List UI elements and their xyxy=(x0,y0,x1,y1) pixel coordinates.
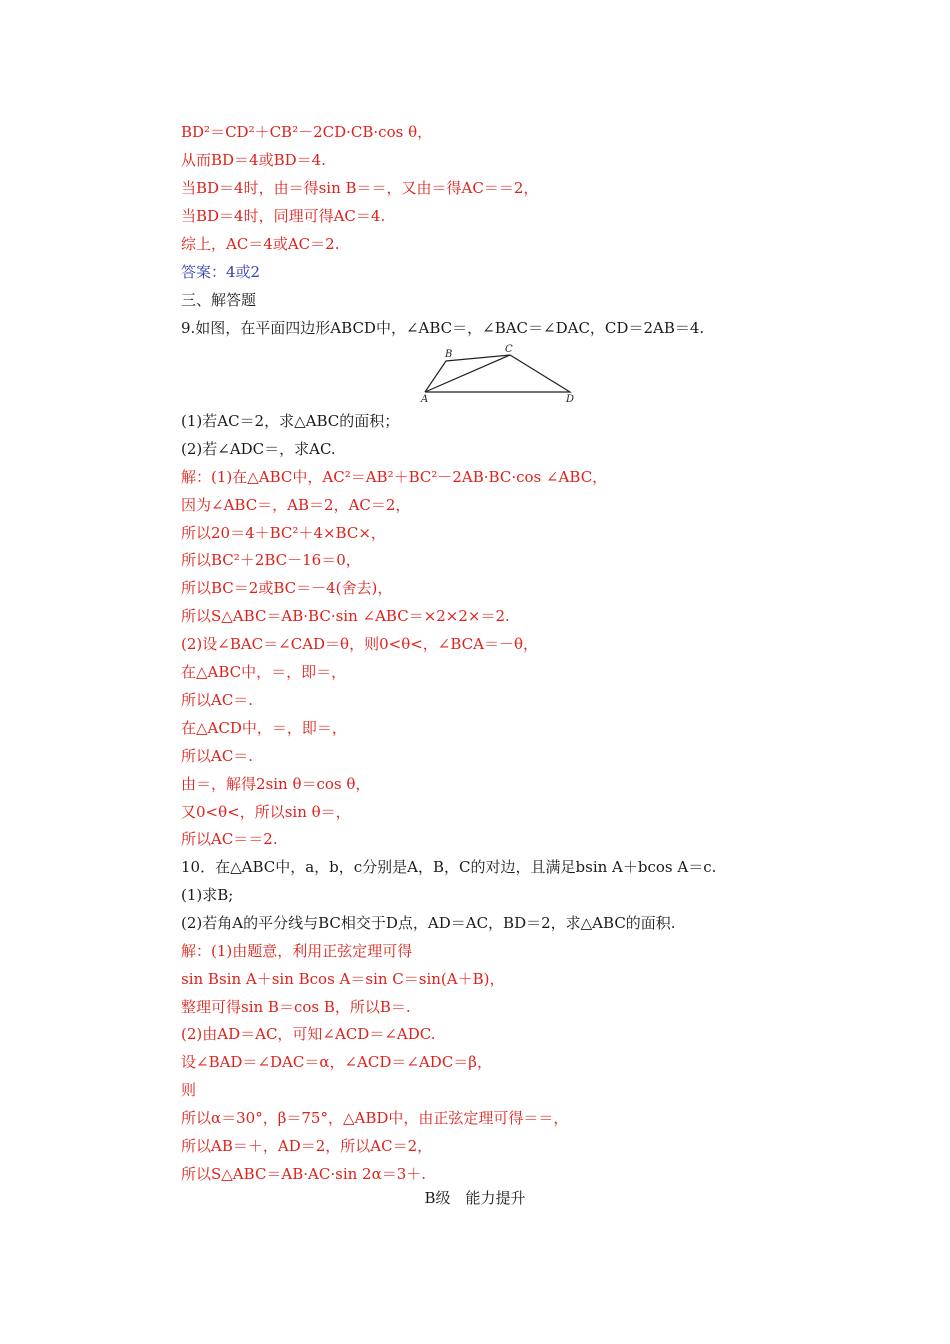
text-line: 所以AC＝. xyxy=(181,747,254,765)
text-line: 所以S△ABC＝AB·BC·sin ∠ABC＝×2×2×＝2. xyxy=(181,607,510,625)
label-c: C xyxy=(505,344,513,355)
quadrilateral-figure xyxy=(410,342,580,408)
text-line: 10．在△ABC中，a，b，c分别是A，B，C的对边，且满足bsin A＋bcos A＝c. xyxy=(181,858,717,876)
text-line: BD²＝CD²＋CB²－2CD·CB·cos θ， xyxy=(181,123,433,141)
text-line: 设∠BAD＝∠DAC＝α，∠ACD＝∠ADC＝β， xyxy=(181,1053,492,1071)
label-b: B xyxy=(445,349,453,360)
text-line: 因为∠ABC＝，AB＝2，AC＝2， xyxy=(181,496,411,514)
section-heading: B级 能力提升 xyxy=(424,1189,526,1207)
label-d: D xyxy=(566,394,575,405)
text-line: 整理可得sin B＝cos B，所以B＝. xyxy=(181,998,411,1016)
text-line: 所以AB＝＋，AD＝2，所以AC＝2， xyxy=(181,1137,433,1155)
text-line: 又0<θ<，所以sin θ＝， xyxy=(181,803,351,821)
text-line: 所以BC²＋2BC－16＝0， xyxy=(181,551,361,569)
text-line: 综上，AC＝4或AC＝2. xyxy=(181,235,340,253)
text-line: (1)若AC＝2，求△ABC的面积； xyxy=(181,412,400,430)
text-line: 所以BC＝2或BC＝－4(舍去)， xyxy=(181,579,393,597)
text-line: (1)求B; xyxy=(181,886,234,904)
text-line: (2)若角A的平分线与BC相交于D点，AD＝AC，BD＝2，求△ABC的面积. xyxy=(181,914,676,932)
text-line: 在△ABC中，＝，即＝， xyxy=(181,663,347,681)
text-line: (2)由AD＝AC，可知∠ACD＝∠ADC. xyxy=(181,1025,436,1043)
label-a: A xyxy=(421,394,429,405)
text-line: 所以20＝4＋BC²＋4×BC×， xyxy=(181,524,386,542)
text-line: 则 xyxy=(181,1081,197,1099)
text-line: 所以α＝30°，β＝75°，△ABD中，由正弦定理可得＝＝， xyxy=(181,1109,569,1127)
text-line: (2)若∠ADC＝，求AC. xyxy=(181,440,336,458)
text-line: 所以AC＝＝2. xyxy=(181,830,278,848)
text-line: 9.如图，在平面四边形ABCD中，∠ABC＝，∠BAC＝∠DAC，CD＝2AB＝4. xyxy=(181,319,705,337)
text-line: 所以S△ABC＝AB·AC·sin 2α＝3＋. xyxy=(181,1165,427,1183)
text-line: 解：(1)在△ABC中，AC²＝AB²＋BC²－2AB·BC·cos ∠ABC， xyxy=(181,468,608,486)
text-line: 所以AC＝. xyxy=(181,691,254,709)
text-line: sin Bsin A＋sin Bcos A＝sin C＝sin(A＋B)， xyxy=(181,970,505,988)
text-line: 三、解答题 xyxy=(181,291,257,309)
text-line: (2)设∠BAC＝∠CAD＝θ，则0<θ<，∠BCA＝－θ， xyxy=(181,635,539,653)
text-line: 当BD＝4时，同理可得AC＝4. xyxy=(181,207,386,225)
text-line: 答案：4或2 xyxy=(181,263,261,281)
text-line: 解：(1)由题意，利用正弦定理可得 xyxy=(181,942,413,960)
text-line: 在△ACD中，＝，即＝， xyxy=(181,719,347,737)
text-line: 当BD＝4时，由＝得sin B＝＝，又由＝得AC＝＝2， xyxy=(181,179,539,197)
text-line: 从而BD＝4或BD＝4. xyxy=(181,151,326,169)
text-line: 由＝，解得2sin θ＝cos θ， xyxy=(181,775,371,793)
